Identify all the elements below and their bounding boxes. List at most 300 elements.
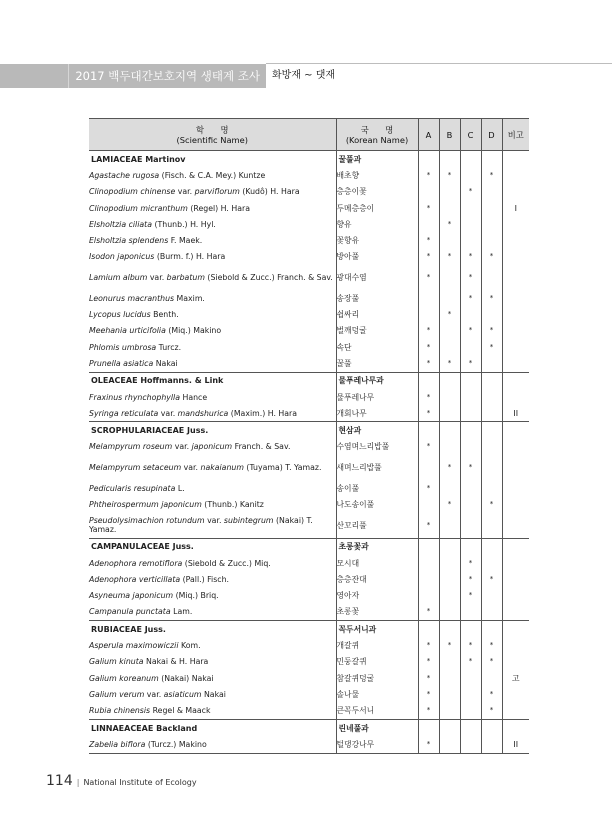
- species-binomial: Lamium album: [89, 273, 148, 283]
- site-b-mark: [439, 439, 460, 455]
- korean-name: 방아풀: [336, 249, 418, 265]
- site-b-mark: *: [439, 167, 460, 183]
- site-d-mark: *: [481, 290, 502, 306]
- species-row: [89, 290, 529, 306]
- site-c-mark: [460, 496, 481, 512]
- author: Kom.: [178, 641, 201, 651]
- site-a-mark: [418, 290, 439, 306]
- species-row: [89, 604, 529, 621]
- site-b-mark: *: [439, 249, 460, 265]
- scientific-name: [89, 405, 336, 422]
- site-b-mark: [439, 670, 460, 686]
- table-header-row: [89, 119, 529, 151]
- species-row: [89, 455, 529, 480]
- species-row: [89, 686, 529, 702]
- site-a-mark: *: [418, 232, 439, 248]
- col-header-c: C: [460, 119, 481, 151]
- site-c-mark: [460, 167, 481, 183]
- remark: [502, 496, 529, 512]
- family-korean-name: 꼭두서니과: [336, 621, 418, 638]
- author: (Nakai) Nakai: [158, 673, 214, 683]
- site-c-mark: [460, 480, 481, 496]
- family-name: SCROPHULARIACEAE Juss.: [89, 422, 336, 439]
- author: (Maxim.) H. Hara: [228, 408, 298, 418]
- site-d-mark: [481, 355, 502, 372]
- korean-name: 송장풀: [336, 290, 418, 306]
- author: (Miq.) Briq.: [173, 591, 219, 601]
- col-header-korean: 국 명 (Korean Name): [336, 119, 418, 151]
- author: F. Maek.: [168, 236, 203, 246]
- author: (Kudô) H. Hara: [239, 187, 300, 197]
- species-row: [89, 249, 529, 265]
- remark: [502, 480, 529, 496]
- site-d-mark: [481, 604, 502, 621]
- page-number: 114: [46, 773, 73, 789]
- site-c-mark: *: [460, 290, 481, 306]
- rank-marker: var.: [172, 442, 192, 452]
- species-binomial: Clinopodium micranthum: [89, 203, 188, 213]
- site-b-mark: [439, 654, 460, 670]
- species-binomial: Prunella asiatica: [89, 358, 154, 368]
- korean-name: 새며느리밥풀: [336, 455, 418, 480]
- family-name: RUBIACEAE Juss.: [89, 621, 336, 638]
- scientific-name: [89, 200, 336, 216]
- footer-organization: National Institute of Ecology: [83, 778, 197, 787]
- remark: II: [502, 736, 529, 753]
- korean-name: 나도송이풀: [336, 496, 418, 512]
- korean-name: 꿀풀: [336, 355, 418, 372]
- author: Nakai: [201, 689, 226, 699]
- author: Benth.: [150, 310, 179, 320]
- site-d-mark: [481, 555, 502, 571]
- species-binomial: Phlomis umbrosa: [89, 342, 157, 352]
- species-row: [89, 389, 529, 405]
- species-binomial: Elsholtzia ciliata: [89, 219, 153, 229]
- family-row: [89, 538, 529, 555]
- korean-name: 광대수염: [336, 265, 418, 290]
- species-row: [89, 670, 529, 686]
- site-c-mark: [460, 439, 481, 455]
- korean-name: 층층잔대: [336, 571, 418, 587]
- remark: [502, 184, 529, 200]
- site-a-mark: *: [418, 736, 439, 753]
- species-binomial: Fraxinus rhynchophylla: [89, 392, 180, 402]
- scientific-name: [89, 571, 336, 587]
- species-binomial: Meehania urticifolia: [89, 326, 166, 336]
- family-row: [89, 719, 529, 736]
- korean-name: 쉽싸리: [336, 306, 418, 322]
- scientific-name: [89, 167, 336, 183]
- species-binomial: Campanula punctata: [89, 607, 171, 617]
- author: Nakai: [153, 358, 178, 368]
- species-row: [89, 496, 529, 512]
- site-c-mark: *: [460, 571, 481, 587]
- site-b-mark: [439, 588, 460, 604]
- species-row: [89, 654, 529, 670]
- site-a-mark: *: [418, 654, 439, 670]
- species-binomial: Clinopodium chinense: [89, 187, 176, 197]
- col-header-d: D: [481, 119, 502, 151]
- korean-name: 초롱꽃: [336, 604, 418, 621]
- site-b-mark: [439, 555, 460, 571]
- species-row: [89, 306, 529, 322]
- remark: [502, 265, 529, 290]
- scientific-name: [89, 339, 336, 355]
- site-c-mark: *: [460, 184, 481, 200]
- col-header-a: A: [418, 119, 439, 151]
- species-binomial: Pseudolysimachion rotundum: [89, 516, 205, 526]
- scientific-name: [89, 249, 336, 265]
- col-header-scientific: 학 명 (Scientific Name): [89, 119, 336, 151]
- site-b-mark: [439, 703, 460, 720]
- scientific-name: [89, 588, 336, 604]
- site-a-mark: [418, 555, 439, 571]
- site-d-mark: *: [481, 637, 502, 653]
- infraspecific-name: parviflorum: [194, 187, 240, 197]
- section-title: 화방재 ~ 댓재: [272, 70, 336, 81]
- family-name: CAMPANULACEAE Juss.: [89, 538, 336, 555]
- species-binomial: Asyneuma japonicum: [89, 591, 174, 601]
- species-row: [89, 480, 529, 496]
- remark: [502, 513, 529, 539]
- scientific-name: [89, 184, 336, 200]
- species-row: [89, 184, 529, 200]
- korean-name: 솔나물: [336, 686, 418, 702]
- species-row: [89, 200, 529, 216]
- scientific-name: [89, 290, 336, 306]
- remark: [502, 604, 529, 621]
- scientific-name: [89, 306, 336, 322]
- site-b-mark: [439, 736, 460, 753]
- author: (Turcz.) Makino: [145, 739, 207, 749]
- family-row: [89, 151, 529, 168]
- family-row: [89, 422, 529, 439]
- species-binomial: Galium kinuta: [89, 657, 144, 667]
- site-c-mark: [460, 339, 481, 355]
- remark: [502, 216, 529, 232]
- korean-name: 꽃향유: [336, 232, 418, 248]
- site-a-mark: *: [418, 670, 439, 686]
- species-binomial: Asperula maximowiczii: [89, 641, 179, 651]
- site-c-mark: [460, 200, 481, 216]
- site-a-mark: *: [418, 355, 439, 372]
- site-c-mark: *: [460, 654, 481, 670]
- species-row: [89, 405, 529, 422]
- site-c-mark: [460, 216, 481, 232]
- rank-marker: var.: [147, 273, 167, 283]
- remark: [502, 439, 529, 455]
- korean-name: 두메층층이: [336, 200, 418, 216]
- infraspecific-name: subintegrum: [223, 516, 274, 526]
- remark: [502, 232, 529, 248]
- species-binomial: Galium verum: [89, 689, 145, 699]
- site-b-mark: [439, 323, 460, 339]
- remark: I: [502, 200, 529, 216]
- infraspecific-name: barbatum: [166, 273, 205, 283]
- rank-marker: var.: [204, 516, 224, 526]
- korean-name: 배초향: [336, 167, 418, 183]
- site-a-mark: *: [418, 249, 439, 265]
- scientific-name: [89, 703, 336, 720]
- scientific-name: [89, 654, 336, 670]
- species-binomial: Adenophora verticillata: [89, 574, 181, 584]
- remark: [502, 249, 529, 265]
- korean-name: 영아자: [336, 588, 418, 604]
- scientific-name: [89, 736, 336, 753]
- korean-name: 산꼬리풀: [336, 513, 418, 539]
- family-name: OLEACEAE Hoffmanns. & Link: [89, 372, 336, 389]
- site-a-mark: *: [418, 167, 439, 183]
- infraspecific-name: nakaianum: [200, 463, 244, 473]
- site-d-mark: *: [481, 686, 502, 702]
- author: Regel & Maack: [150, 706, 211, 716]
- author: Turcz.: [156, 342, 182, 352]
- scientific-name: [89, 670, 336, 686]
- species-binomial: Syringa reticulata: [89, 408, 159, 418]
- remark: [502, 571, 529, 587]
- site-b-mark: *: [439, 216, 460, 232]
- family-korean-name: 꿀풀과: [336, 151, 418, 168]
- scientific-name: [89, 480, 336, 496]
- species-binomial: Agastache rugosa: [89, 170, 160, 180]
- remark: [502, 455, 529, 480]
- author: (Pall.) Fisch.: [180, 574, 229, 584]
- scientific-name: [89, 323, 336, 339]
- korean-name: 털댕강나무: [336, 736, 418, 753]
- scientific-name: [89, 265, 336, 290]
- site-d-mark: [481, 389, 502, 405]
- scientific-name: [89, 686, 336, 702]
- site-b-mark: [439, 339, 460, 355]
- site-c-mark: [460, 686, 481, 702]
- site-c-mark: [460, 513, 481, 539]
- remark: [502, 290, 529, 306]
- author: L.: [175, 483, 185, 493]
- site-b-mark: *: [439, 637, 460, 653]
- species-row: [89, 216, 529, 232]
- site-a-mark: [418, 306, 439, 322]
- scientific-name: [89, 355, 336, 372]
- site-d-mark: [481, 265, 502, 290]
- site-b-mark: [439, 265, 460, 290]
- site-b-mark: [439, 604, 460, 621]
- species-table: [89, 118, 529, 754]
- site-b-mark: [439, 571, 460, 587]
- species-row: [89, 323, 529, 339]
- site-b-mark: [439, 686, 460, 702]
- remark: 고: [502, 670, 529, 686]
- species-binomial: Isodon japonicus: [89, 252, 155, 262]
- family-row: [89, 621, 529, 638]
- site-a-mark: [418, 216, 439, 232]
- korean-name: 참갈퀴덩굴: [336, 670, 418, 686]
- site-d-mark: *: [481, 571, 502, 587]
- author: (Nakai) T. Yamaz.: [89, 516, 313, 535]
- species-binomial: Rubia chinensis: [89, 706, 151, 716]
- author: Lam.: [170, 607, 193, 617]
- species-binomial: Melampyrum setaceum: [89, 463, 182, 473]
- site-c-mark: *: [460, 455, 481, 480]
- family-korean-name: 물푸레나무과: [336, 372, 418, 389]
- site-a-mark: *: [418, 439, 439, 455]
- site-d-mark: *: [481, 339, 502, 355]
- site-a-mark: *: [418, 389, 439, 405]
- site-d-mark: [481, 588, 502, 604]
- scientific-name: [89, 232, 336, 248]
- site-a-mark: *: [418, 405, 439, 422]
- site-c-mark: [460, 389, 481, 405]
- site-d-mark: *: [481, 496, 502, 512]
- site-c-mark: [460, 232, 481, 248]
- site-c-mark: *: [460, 588, 481, 604]
- site-d-mark: [481, 200, 502, 216]
- korean-name: 속단: [336, 339, 418, 355]
- site-a-mark: *: [418, 323, 439, 339]
- scientific-name: [89, 439, 336, 455]
- scientific-name: [89, 637, 336, 653]
- site-c-mark: *: [460, 323, 481, 339]
- site-d-mark: [481, 216, 502, 232]
- scientific-name: [89, 604, 336, 621]
- infraspecific-name: asiaticum: [163, 689, 202, 699]
- scientific-name: [89, 216, 336, 232]
- species-row: [89, 703, 529, 720]
- site-c-mark: [460, 736, 481, 753]
- species-row: [89, 232, 529, 248]
- header-bar: [0, 64, 266, 88]
- species-binomial: Lycopus lucidus: [89, 310, 151, 320]
- site-b-mark: [439, 200, 460, 216]
- scientific-name: [89, 389, 336, 405]
- site-a-mark: [418, 571, 439, 587]
- site-c-mark: *: [460, 355, 481, 372]
- site-a-mark: [418, 184, 439, 200]
- author: (Siebold & Zucc.) Miq.: [182, 558, 271, 568]
- site-a-mark: [418, 455, 439, 480]
- site-b-mark: [439, 405, 460, 422]
- author: (Thunb.) H. Hyl.: [152, 219, 216, 229]
- site-c-mark: [460, 405, 481, 422]
- site-d-mark: [481, 480, 502, 496]
- remark: [502, 339, 529, 355]
- site-b-mark: *: [439, 355, 460, 372]
- site-d-mark: [481, 439, 502, 455]
- species-binomial: Zabelia biflora: [89, 739, 146, 749]
- site-d-mark: *: [481, 167, 502, 183]
- site-d-mark: [481, 405, 502, 422]
- site-d-mark: [481, 670, 502, 686]
- site-c-mark: *: [460, 265, 481, 290]
- site-b-mark: [439, 513, 460, 539]
- species-row: [89, 637, 529, 653]
- col-header-b: B: [439, 119, 460, 151]
- korean-name: 모시대: [336, 555, 418, 571]
- remark: [502, 703, 529, 720]
- species-row: [89, 355, 529, 372]
- scientific-name: [89, 555, 336, 571]
- infraspecific-name: mandshurica: [177, 408, 229, 418]
- col-header-remark: 비고: [502, 119, 529, 151]
- site-b-mark: [439, 290, 460, 306]
- scientific-name: [89, 496, 336, 512]
- site-c-mark: *: [460, 249, 481, 265]
- site-d-mark: [481, 184, 502, 200]
- author: Hance: [180, 392, 208, 402]
- site-d-mark: *: [481, 654, 502, 670]
- site-c-mark: *: [460, 637, 481, 653]
- korean-name: 송이풀: [336, 480, 418, 496]
- korean-name: 층층이꽃: [336, 184, 418, 200]
- remark: II: [502, 405, 529, 422]
- report-title: 2017 백두대간보호지역 생태계 조사: [68, 64, 260, 88]
- species-row: [89, 736, 529, 753]
- korean-name: 향유: [336, 216, 418, 232]
- site-b-mark: *: [439, 306, 460, 322]
- species-row: [89, 339, 529, 355]
- author: (Regel) H. Hara: [187, 203, 250, 213]
- family-name: LINNAEACEAE Backland: [89, 719, 336, 736]
- species-row: [89, 265, 529, 290]
- site-a-mark: *: [418, 686, 439, 702]
- remark: [502, 306, 529, 322]
- remark: [502, 686, 529, 702]
- species-binomial: Galium koreanum: [89, 673, 159, 683]
- remark: [502, 389, 529, 405]
- site-d-mark: *: [481, 703, 502, 720]
- species-binomial: Phtheirospermum japonicum: [89, 499, 202, 509]
- site-d-mark: [481, 306, 502, 322]
- site-a-mark: *: [418, 703, 439, 720]
- site-b-mark: [439, 389, 460, 405]
- species-binomial: Pedicularis resupinata: [89, 483, 176, 493]
- site-c-mark: [460, 604, 481, 621]
- site-a-mark: *: [418, 265, 439, 290]
- site-c-mark: [460, 703, 481, 720]
- site-d-mark: [481, 455, 502, 480]
- korean-name: 민둥갈퀴: [336, 654, 418, 670]
- species-row: [89, 439, 529, 455]
- site-a-mark: *: [418, 339, 439, 355]
- site-c-mark: *: [460, 555, 481, 571]
- site-c-mark: [460, 670, 481, 686]
- species-binomial: Adenophora remotiflora: [89, 558, 183, 568]
- author: (Thunb.) Kanitz: [201, 499, 264, 509]
- remark: [502, 355, 529, 372]
- rank-marker: var.: [158, 408, 178, 418]
- site-b-mark: [439, 232, 460, 248]
- scientific-name: [89, 455, 336, 480]
- site-b-mark: [439, 184, 460, 200]
- korean-name: 개갈퀴: [336, 637, 418, 653]
- species-row: [89, 513, 529, 539]
- author: Nakai & H. Hara: [143, 657, 209, 667]
- footer-separator: |: [76, 778, 80, 787]
- korean-name: 수염며느리밥풀: [336, 439, 418, 455]
- site-b-mark: *: [439, 455, 460, 480]
- site-a-mark: *: [418, 480, 439, 496]
- site-a-mark: *: [418, 513, 439, 539]
- family-korean-name: 린네풀과: [336, 719, 418, 736]
- species-binomial: Leonurus macranthus: [89, 293, 175, 303]
- author: Franch. & Sav.: [232, 442, 291, 452]
- rank-marker: var.: [144, 689, 164, 699]
- family-row: [89, 372, 529, 389]
- site-a-mark: *: [418, 637, 439, 653]
- author: Maxim.: [174, 293, 205, 303]
- site-b-mark: [439, 480, 460, 496]
- site-d-mark: *: [481, 323, 502, 339]
- rank-marker: var.: [175, 187, 195, 197]
